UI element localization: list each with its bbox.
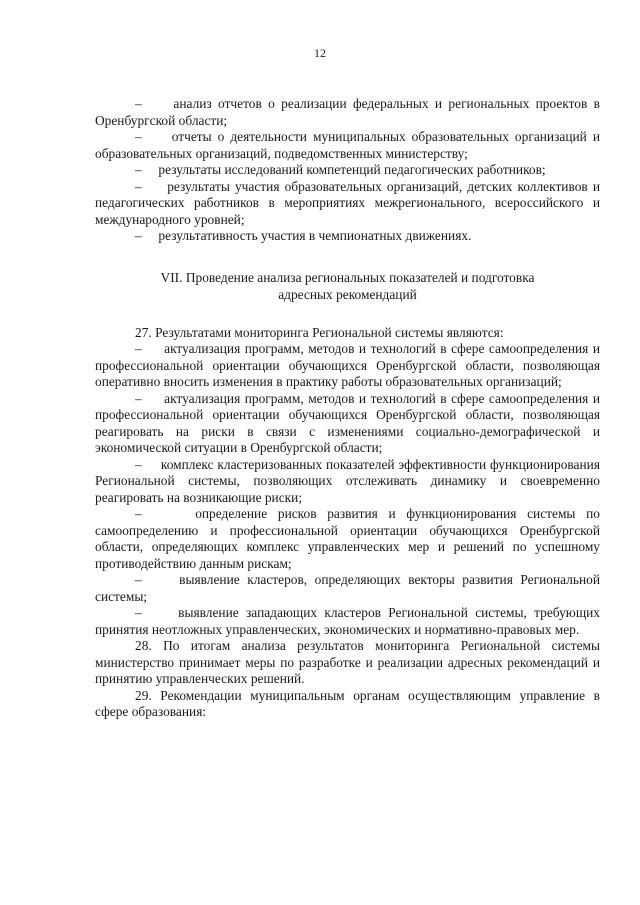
list-item: – определение рисков развития и функционирования системы по самоопределению и профессиональной ориентации обучающихся Оренбургской области, определяющих комплекс управленческих мер и решений по успешному противодействию данным рискам; — [95, 506, 600, 571]
list-item: – результаты участия образовательных организаций, детских коллективов и педагогических работников в мероприятиях межрегионального, всероссийского и международного уровней; — [95, 178, 600, 227]
section-heading — [95, 269, 600, 303]
list-item: – актуализация программ, методов и технологий в сфере самоопределения и профессиональной ориентации обучающихся Оренбургской области, позволяющая реагировать на риски в связи с изменениями социально-демографической и экономической ситуации в Оренбургской области; — [95, 390, 600, 455]
results-list — [95, 341, 600, 638]
section-heading-line-1: VII. Проведение анализа региональных показателей и подготовка — [160, 269, 535, 285]
source-list — [95, 96, 600, 245]
list-item: – отчеты о деятельности муниципальных образовательных организаций и образовательных организаций, подведомственных министерству; — [95, 129, 600, 161]
list-item: – результативность участия в чемпионатных движениях. — [135, 228, 472, 243]
list-item: – выявление кластеров, определяющих векторы развития Региональной системы; — [95, 572, 600, 604]
list-item: – комплекс кластеризованных показателей эффективности функционирования Региональной системы, позволяющих отслеживать динамику и своевременно реагировать на возникающие риски; — [95, 456, 600, 505]
page-number: 12 — [314, 46, 326, 60]
paragraph-28: 28. По итогам анализа результатов мониторинга Региональной системы министерство принимает меры по разработке и реализации адресных рекомендаций и принятию управленческих решений. — [95, 638, 600, 686]
list-item: – результаты исследований компетенций педагогических работников; — [135, 162, 546, 177]
document-body — [95, 96, 600, 721]
paragraph-29: 29. Рекомендации муниципальным органам осуществляющим управление в сфере образования: — [95, 687, 600, 719]
list-item: – анализ отчетов о реализации федеральных и региональных проектов в Оренбургской области; — [95, 96, 600, 128]
paragraph-27-intro: 27. Результатами мониторинга Региональной системы являются: — [135, 324, 504, 340]
list-item: – актуализация программ, методов и технологий в сфере самоопределения и профессиональной ориентации обучающихся Оренбургской области, позволяющая оперативно вносить изменения в практику работы образовательных организаций; — [95, 341, 600, 389]
section-heading-line-2: адресных рекомендаций — [278, 286, 417, 302]
list-item: – выявление западающих кластеров Региональной системы, требующих принятия неотложных управленческих, экономических и нормативно-правовых мер. — [95, 605, 600, 637]
